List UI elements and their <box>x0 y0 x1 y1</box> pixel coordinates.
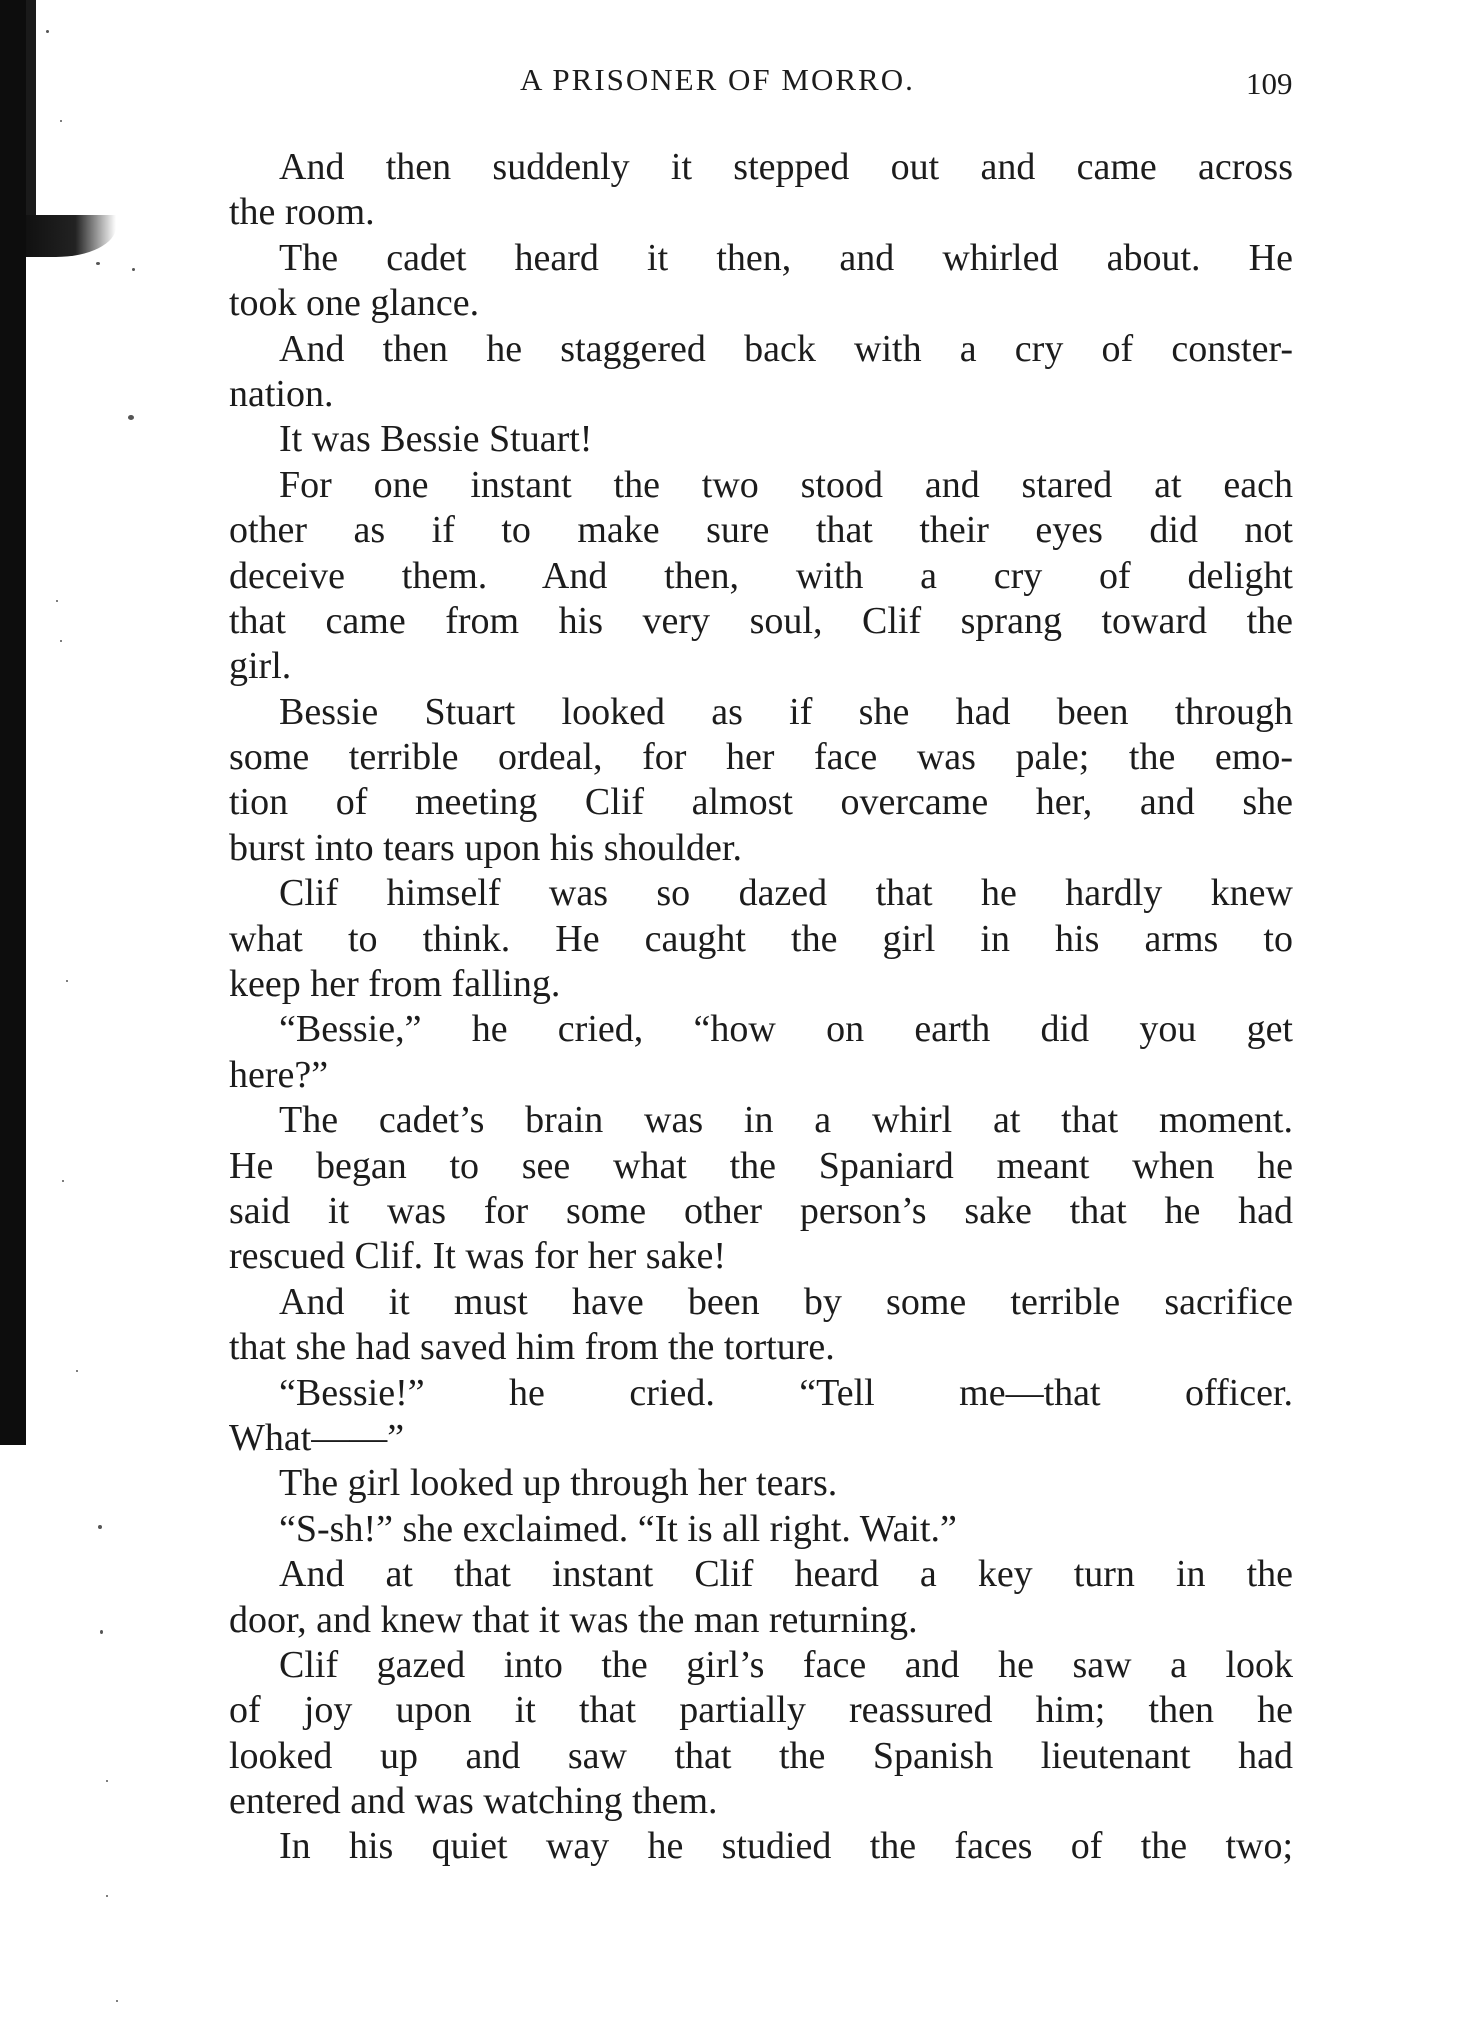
text-line: The cadet’s brain was in a whirl at that moment. <box>279 1099 1293 1142</box>
text-line: that came from his very soul, Clif sprang toward the <box>229 599 1293 642</box>
text-line: deceive them. And then, with a cry of delight <box>229 554 1293 597</box>
text-line: In his quiet way he studied the faces of the two; <box>279 1825 1293 1868</box>
text-line: Bessie Stuart looked as if she had been through <box>279 690 1293 733</box>
text-line: He began to see what the Spaniard meant when he <box>229 1144 1293 1187</box>
text-line: keep her from falling. <box>229 963 561 1006</box>
text-line: looked up and saw that the Spanish lieutenant had <box>229 1734 1293 1777</box>
text-line: What——” <box>229 1416 405 1459</box>
text-line: “Bessie!” he cried. “Tell me—that officer. <box>279 1371 1293 1414</box>
scan-binding-shadow <box>26 0 36 220</box>
text-line: Clif gazed into the girl’s face and he saw a look <box>279 1643 1293 1686</box>
text-line: And then he staggered back with a cry of conster- <box>279 327 1293 370</box>
running-title: A PRISONER OF MORRO. <box>520 62 915 97</box>
text-line: of joy upon it that partially reassured him; then he <box>229 1689 1293 1732</box>
text-line: entered and was watching them. <box>229 1780 718 1823</box>
text-line: took one glance. <box>229 282 480 325</box>
scan-gutter-specks <box>36 0 186 2041</box>
text-line: “Bessie,” he cried, “how on earth did you get <box>279 1008 1293 1051</box>
text-line: And it must have been by some terrible sacrifice <box>279 1280 1293 1323</box>
running-head <box>0 62 1479 106</box>
text-line: door, and knew that it was the man returning. <box>229 1598 918 1641</box>
text-line: some terrible ordeal, for her face was pale; the emo- <box>229 736 1293 779</box>
text-line: And at that instant Clif heard a key turn in the <box>279 1553 1293 1596</box>
text-line: “S-sh!” she exclaimed. “It is all right. Wait.” <box>279 1507 957 1550</box>
text-line: girl. <box>229 645 292 688</box>
text-line: Clif himself was so dazed that he hardly knew <box>279 872 1293 915</box>
text-line: said it was for some other person’s sake that he had <box>229 1189 1293 1232</box>
text-line: rescued Clif. It was for her sake! <box>229 1235 726 1278</box>
text-line: here?” <box>229 1053 329 1096</box>
body-text <box>229 145 1293 1870</box>
text-line: the room. <box>229 191 375 234</box>
text-line: what to think. He caught the girl in his arms to <box>229 917 1293 960</box>
text-line: The cadet heard it then, and whirled about. He <box>279 236 1293 279</box>
page-number: 109 <box>1246 66 1293 101</box>
text-line: For one instant the two stood and stared at each <box>279 463 1293 506</box>
text-line: nation. <box>229 372 334 415</box>
text-line: that she had saved him from the torture. <box>229 1326 835 1369</box>
text-line: other as if to make sure that their eyes did not <box>229 509 1293 552</box>
text-line: It was Bessie Stuart! <box>279 418 593 461</box>
text-line: And then suddenly it stepped out and came across <box>279 146 1293 188</box>
scan-binding-edge <box>0 0 26 1445</box>
text-line: The girl looked up through her tears. <box>279 1462 838 1505</box>
text-line: tion of meeting Clif almost overcame her, and she <box>229 781 1293 824</box>
text-line: burst into tears upon his shoulder. <box>229 826 742 869</box>
